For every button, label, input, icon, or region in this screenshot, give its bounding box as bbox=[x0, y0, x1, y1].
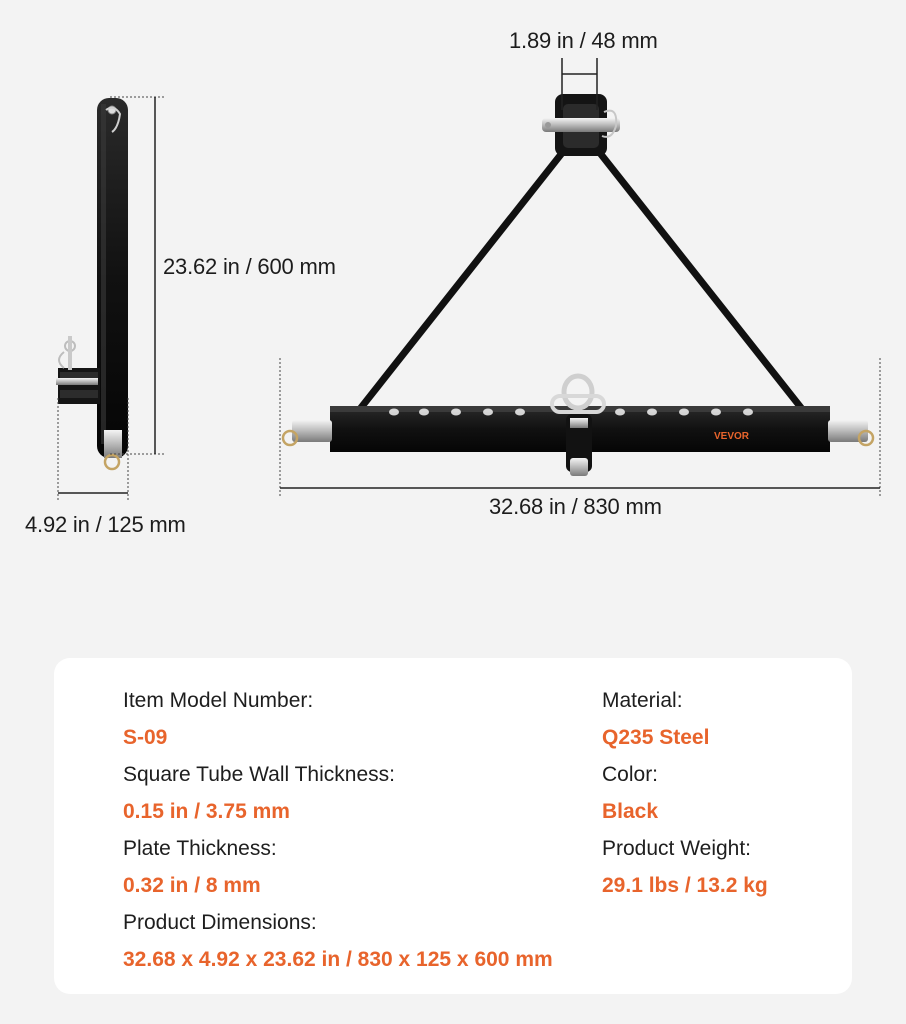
left-arm bbox=[356, 148, 566, 414]
spec-plate-thickness bbox=[123, 830, 553, 904]
right-arm bbox=[596, 148, 806, 414]
spec-label: Product Weight: bbox=[602, 837, 752, 860]
spec-label: Material: bbox=[602, 689, 683, 712]
height-label: 23.62 in / 600 mm bbox=[163, 254, 336, 279]
spec-label: Square Tube Wall Thickness: bbox=[123, 763, 395, 786]
depth-label: 4.92 in / 125 mm bbox=[25, 512, 186, 537]
brand-mark: VEVOR bbox=[714, 431, 750, 442]
side-bracket-pin-icon bbox=[59, 336, 75, 370]
spec-value: 0.32 in / 8 mm bbox=[123, 874, 261, 897]
front-view bbox=[280, 58, 880, 496]
specs-right-column bbox=[602, 682, 768, 904]
spec-material bbox=[602, 682, 768, 756]
right-end-pin-icon bbox=[828, 420, 873, 445]
spec-value: 0.15 in / 3.75 mm bbox=[123, 800, 290, 823]
spec-dimensions bbox=[123, 904, 553, 978]
spec-label: Product Dimensions: bbox=[123, 911, 317, 934]
spec-value: S-09 bbox=[123, 726, 168, 749]
specs-card bbox=[54, 658, 852, 994]
left-end-pin-icon bbox=[283, 420, 332, 445]
spec-value: 32.68 x 4.92 x 23.62 in / 830 x 125 x 600 mm bbox=[123, 948, 553, 971]
spec-model bbox=[123, 682, 553, 756]
spec-value: Black bbox=[602, 800, 659, 823]
spec-color bbox=[602, 756, 768, 830]
spec-label: Color: bbox=[602, 763, 659, 786]
spec-value: Q235 Steel bbox=[602, 726, 710, 749]
plate-gap-label: 1.89 in / 48 mm bbox=[509, 28, 658, 53]
top-pin bbox=[542, 118, 620, 132]
specs-left-column bbox=[123, 682, 553, 978]
width-label: 32.68 in / 830 mm bbox=[489, 494, 662, 519]
spec-label: Item Model Number: bbox=[123, 689, 314, 712]
spec-label: Plate Thickness: bbox=[123, 837, 277, 860]
spec-wall-thickness bbox=[123, 756, 553, 830]
spec-value: 29.1 lbs / 13.2 kg bbox=[602, 874, 768, 897]
side-view bbox=[56, 97, 166, 500]
spec-weight bbox=[602, 830, 768, 904]
